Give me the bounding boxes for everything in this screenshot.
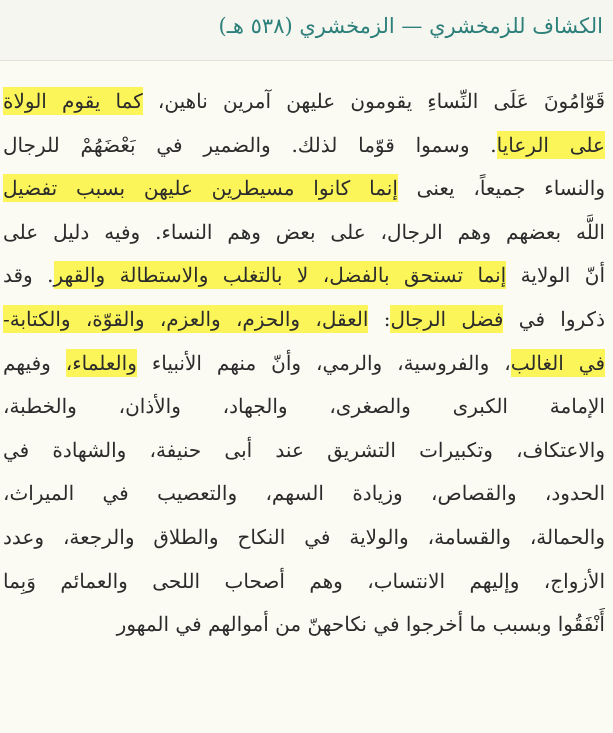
document-header [0, 0, 613, 61]
text-line [3, 80, 605, 124]
text-segment: والحمالة، والقسامة، والولاية في النكاح والطلاق والرجعة، وعدد [3, 524, 605, 549]
text-segment: الإمامة الكبرى والصغرى، والجهاد، والأذان، والخطبة، [3, 394, 605, 419]
tafsir-text-body [3, 80, 605, 647]
text-segment: أَنْفَقُوا وبسبب ما أخرجوا في نكاحهنّ من أموالهم في المهور [116, 612, 605, 637]
highlighted-text: إنما كانوا مسيطرين عليهن بسبب تفضيل [3, 176, 398, 201]
highlighted-text: في الغالب [510, 350, 605, 375]
text-line [3, 603, 605, 647]
text-line [3, 167, 605, 211]
text-segment: وفيهم [3, 350, 66, 375]
text-line [3, 385, 605, 429]
text-line [3, 429, 605, 473]
text-line [3, 342, 605, 386]
text-segment: ، والفروسية، والرمي، وأنّ منهم الأنبياء [136, 350, 511, 375]
highlighted-text: فضل الرجال [390, 306, 504, 331]
text-line [3, 472, 605, 516]
highlighted-text: على الرعايا [496, 132, 605, 157]
highlighted-text: إنما تستحق بالفضل، لا بالتغلب والاستطالة والقهر [53, 263, 507, 288]
text-segment: الأزواج، وإليهم الانتساب، وهم أصحاب اللحى والعمائم وَبِما [3, 568, 605, 593]
text-segment: . وسموا قوّما لذلك. والضمير في بَعْضَهُمْ للرجال [3, 132, 497, 157]
highlighted-text: كما يقوم الولاة [3, 89, 143, 113]
text-segment: الحدود، والقصاص، وزيادة السهم، والتعصيب في الميراث، [3, 481, 605, 506]
text-segment: : [368, 306, 391, 331]
highlighted-text: العقل، والحزم، والعزم، والقوّة، والكتابة- [3, 306, 369, 331]
document-title: الكشاف للزمخشري — الزمخشري (٥٣٨ هـ) [218, 14, 603, 38]
text-line [3, 124, 605, 168]
text-segment: . وقد [3, 263, 54, 288]
text-segment: قَوّامُونَ عَلَى النِّساءِ يقومون عليهن آمرين ناهين، [142, 89, 605, 113]
highlighted-text: والعلماء، [65, 350, 137, 375]
text-line [3, 298, 605, 342]
text-segment: ذكروا في [503, 306, 605, 331]
text-segment: والاعتكاف، وتكبيرات التشريق عند أبى حنيفة، والشهادة في [3, 437, 605, 462]
text-line [3, 211, 605, 255]
text-line [3, 516, 605, 560]
text-segment: أنّ الولاية [506, 263, 605, 288]
text-segment: اللَّه بعضهم وهم الرجال، على بعض وهم النساء. وفيه دليل على [3, 219, 605, 244]
text-line [3, 560, 605, 604]
text-segment: والنساء جميعاً، يعنى [397, 176, 605, 201]
text-line [3, 254, 605, 298]
